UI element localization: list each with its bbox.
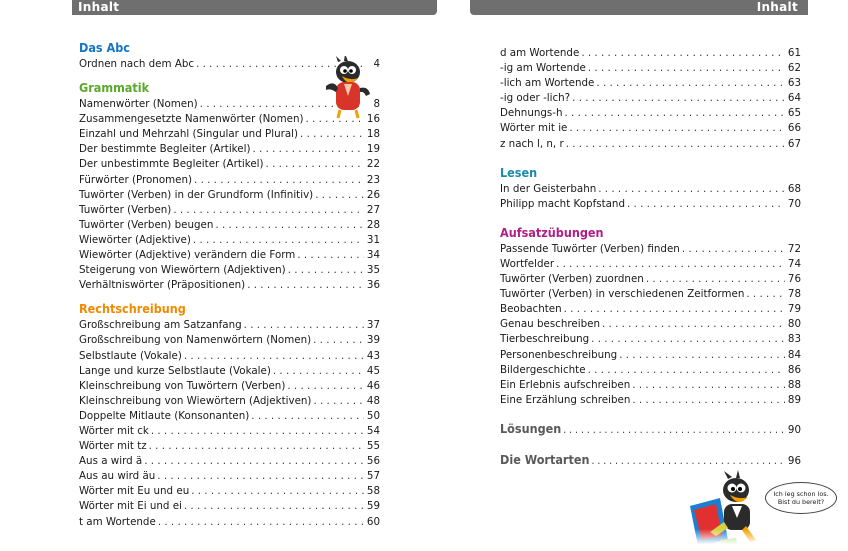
toc-page-number: 59 xyxy=(366,500,380,513)
toc-page-number: 56 xyxy=(366,455,380,468)
toc-entry-title: Verhältniswörter (Präpositionen) xyxy=(79,279,246,292)
toc-page-number: 37 xyxy=(366,319,380,332)
toc-dot-leader xyxy=(602,317,785,332)
toc-entry-title: Eine Erzählung schreiben xyxy=(500,393,631,406)
toc-page-number: 67 xyxy=(787,137,801,150)
toc-entry-title: Wiewörter (Adjektive) verändern die Form xyxy=(79,249,296,262)
header-title-right: Inhalt xyxy=(756,0,798,14)
toc-entry-title: Fürwörter (Pronomen) xyxy=(79,173,193,186)
toc-entry-title: Wörter mit tz xyxy=(79,440,147,453)
toc-entry-title: Der bestimmte Begleiter (Artikel) xyxy=(79,143,251,156)
toc-entry[interactable] xyxy=(500,363,801,378)
toc-dot-leader xyxy=(313,394,364,409)
toc-entry[interactable] xyxy=(79,203,380,218)
toc-dot-leader xyxy=(173,203,364,218)
toc-entry-title: Wörter mit Eu und eu xyxy=(79,485,190,498)
toc-entry[interactable] xyxy=(79,499,380,514)
section-heading: Lesen xyxy=(500,164,538,180)
toc-entry-title: Lange und kurze Selbstlaute (Vokale) xyxy=(79,364,271,377)
toc-entry[interactable] xyxy=(79,454,380,469)
toc-entry[interactable] xyxy=(79,333,380,348)
header-bar-right xyxy=(470,0,808,15)
toc-dot-leader xyxy=(588,61,785,76)
toc-page-number: 62 xyxy=(787,62,801,75)
toc-page-number: 27 xyxy=(366,203,380,216)
header-title-left: Inhalt xyxy=(78,0,120,14)
toc-dot-leader xyxy=(215,218,364,233)
toc-entry-title: Doppelte Mitlaute (Konsonanten) xyxy=(79,409,250,422)
toc-dot-leader xyxy=(581,46,785,61)
toc-dot-leader xyxy=(300,127,364,142)
toc-page-number: 39 xyxy=(366,334,380,347)
toc-entry-title: Tierbeschreibung xyxy=(500,333,590,346)
toc-dot-leader xyxy=(184,349,364,364)
toc-entry[interactable] xyxy=(500,302,801,317)
toc-entry-title: Selbstlaute (Vokale) xyxy=(79,349,182,362)
section-heading: Rechtschreibung xyxy=(79,301,186,317)
speech-bubble xyxy=(765,482,837,514)
toc-page-number: 74 xyxy=(787,257,801,270)
toc-dot-leader xyxy=(646,272,785,287)
toc-entry-title: Tuwörter (Verben) xyxy=(79,203,172,216)
toc-entry[interactable] xyxy=(500,452,801,469)
toc-dot-leader xyxy=(569,121,785,136)
toc-page-number: 65 xyxy=(787,107,801,120)
toc-entry-title: Dehnungs-h xyxy=(500,107,563,120)
toc-page-number: 31 xyxy=(366,233,380,246)
toc-page-number: 96 xyxy=(787,454,801,467)
toc-dot-leader xyxy=(273,364,364,379)
toc-dot-leader xyxy=(588,363,785,378)
toc-dot-leader xyxy=(627,197,785,212)
toc-page-number: 84 xyxy=(787,348,801,361)
toc-entry-title: Einzahl und Mehrzahl (Singular und Plural) xyxy=(79,128,299,141)
toc-entry[interactable] xyxy=(79,127,380,142)
toc-dot-leader xyxy=(598,182,785,197)
toc-dot-leader xyxy=(149,439,364,454)
speech-bubble-line2: Bist du bereit? xyxy=(777,498,825,506)
toc-page-number: 54 xyxy=(366,424,380,437)
speech-bubble-line1: Ich leg schon los. xyxy=(773,490,829,498)
toc-page-number: 43 xyxy=(366,349,380,362)
toc-dot-leader xyxy=(184,499,364,514)
toc-dot-leader xyxy=(191,484,364,499)
toc-page-number: 88 xyxy=(787,378,801,391)
toc-entry[interactable] xyxy=(79,394,380,409)
toc-entry[interactable] xyxy=(500,106,801,121)
toc-dot-leader xyxy=(287,379,364,394)
toc-entry[interactable] xyxy=(500,378,801,393)
toc-entry[interactable] xyxy=(79,484,380,499)
toc-entry[interactable] xyxy=(79,278,380,293)
toc-dot-leader xyxy=(158,515,364,530)
toc-entry-title: Aus a wird ä xyxy=(79,455,143,468)
toc-dot-leader xyxy=(194,173,364,188)
toc-entry[interactable] xyxy=(79,263,380,278)
toc-entry-title: Ordnen nach dem Abc xyxy=(79,58,195,70)
toc-entry-title: Lösungen xyxy=(500,420,562,436)
toc-entry[interactable] xyxy=(79,318,380,333)
toc-dot-leader xyxy=(632,378,785,393)
toc-page-number: 90 xyxy=(787,423,801,436)
toc-entry-title: Personenbeschreibung xyxy=(500,348,618,361)
toc-page-number: 34 xyxy=(366,249,380,262)
toc-entry-title: Genau beschreiben xyxy=(500,318,600,331)
page-header xyxy=(0,0,848,18)
toc-page-number: 61 xyxy=(787,47,801,59)
toc-entry-title: Tuwörter (Verben) in der Grundform (Infinitiv) xyxy=(79,188,314,201)
toc-dot-leader xyxy=(619,348,785,363)
toc-page-number: 45 xyxy=(366,364,380,377)
toc-entry[interactable] xyxy=(500,121,801,136)
toc-page-number: 57 xyxy=(366,470,380,483)
toc-entry[interactable] xyxy=(79,424,380,439)
toc-extras xyxy=(500,421,801,469)
section-heading: Grammatik xyxy=(79,80,150,96)
toc-entry-title: Kleinschreibung von Wiewörtern (Adjektiven) xyxy=(79,394,312,407)
toc-page-number: 55 xyxy=(366,440,380,453)
toc-dot-leader xyxy=(244,318,364,333)
section-heading: Aufsatzübungen xyxy=(500,224,604,240)
toc-entry-title: Die Wortarten xyxy=(500,451,590,467)
toc-page-number: 35 xyxy=(366,264,380,277)
toc-entry[interactable] xyxy=(79,248,380,263)
toc-dot-leader xyxy=(556,257,785,272)
toc-entry[interactable] xyxy=(79,188,380,203)
toc-page-number: 26 xyxy=(366,188,380,201)
toc-page-number: 18 xyxy=(366,128,380,141)
toc-entry-title: Wiewörter (Adjektive) xyxy=(79,233,191,246)
toc-entry[interactable] xyxy=(500,393,801,408)
toc-dot-leader xyxy=(252,142,364,157)
toc-dot-leader xyxy=(288,263,364,278)
toc-entry-title: Aus au wird äu xyxy=(79,470,156,483)
toc-page-number: 79 xyxy=(787,303,801,316)
toc-entry-title: Tuwörter (Verben) beugen xyxy=(79,218,214,231)
toc-entry[interactable] xyxy=(500,317,801,332)
toc-page-number: 48 xyxy=(366,394,380,407)
toc-dot-leader xyxy=(266,157,364,172)
toc-entry-title: Wörter mit ck xyxy=(79,424,149,437)
toc-entry-title: Zusammengesetzte Namenwörter (Nomen) xyxy=(79,113,304,126)
toc-dot-leader xyxy=(592,453,786,469)
toc-page-number: 89 xyxy=(787,393,801,406)
toc-entry-title: Steigerung von Wiewörtern (Adjektiven) xyxy=(79,264,286,277)
toc-page-number: 80 xyxy=(787,318,801,331)
toc-dot-leader xyxy=(144,454,364,469)
toc-entry-title: Bildergeschichte xyxy=(500,363,586,376)
toc-dot-leader xyxy=(563,422,786,438)
toc-page-number: 50 xyxy=(366,409,380,422)
toc-entry-title: Tuwörter (Verben) zuordnen xyxy=(500,273,644,286)
toc-dot-leader xyxy=(565,106,785,121)
toc-entry-title: Kleinschreibung von Tuwörtern (Verben) xyxy=(79,379,286,392)
toc-page-number: 36 xyxy=(366,279,380,292)
toc-entry[interactable] xyxy=(79,233,380,248)
toc-page-number: 23 xyxy=(366,173,380,186)
toc-dot-leader xyxy=(591,332,785,347)
toc-dot-leader xyxy=(632,393,785,408)
toc-entry-title: Tuwörter (Verben) in verschiedenen Zeitformen xyxy=(500,288,745,301)
crow-mascot-icon xyxy=(322,56,374,120)
toc-dot-leader xyxy=(746,287,785,302)
toc-dot-leader xyxy=(251,409,364,424)
toc-entry[interactable] xyxy=(500,242,801,257)
toc-dot-leader xyxy=(157,469,364,484)
toc-entry-title: t am Wortende xyxy=(79,515,156,528)
toc-page-number: 16 xyxy=(366,113,380,126)
toc-page-number: 83 xyxy=(787,333,801,346)
toc-entry[interactable] xyxy=(500,332,801,347)
toc-entry[interactable] xyxy=(500,76,801,91)
toc-right-sections xyxy=(500,165,801,408)
toc-page-number: 22 xyxy=(366,158,380,171)
toc-entry[interactable] xyxy=(500,91,801,106)
toc-dot-leader xyxy=(247,278,364,293)
toc-entry-title: Ein Erlebnis aufschreiben xyxy=(500,378,631,391)
toc-entry[interactable] xyxy=(79,142,380,157)
toc-entry[interactable] xyxy=(500,137,801,152)
toc-page-number: 72 xyxy=(787,242,801,255)
toc-dot-leader xyxy=(313,333,364,348)
toc-right-column xyxy=(500,46,801,469)
toc-entry-title: Wortfelder xyxy=(500,257,555,270)
toc-entry-title: z nach l, n, r xyxy=(500,137,564,150)
toc-dot-leader xyxy=(596,76,785,91)
toc-page-number: 4 xyxy=(373,58,380,70)
toc-page-number: 70 xyxy=(787,197,801,210)
toc-page-number: 46 xyxy=(366,379,380,392)
toc-entry[interactable] xyxy=(500,421,801,438)
toc-entry-title: -ig am Wortende xyxy=(500,62,586,75)
toc-entry[interactable] xyxy=(79,157,380,172)
toc-dot-leader xyxy=(315,188,364,203)
toc-entry[interactable] xyxy=(79,439,380,454)
toc-entry[interactable] xyxy=(500,197,801,212)
toc-entry-title: Passende Tuwörter (Verben) finden xyxy=(500,242,680,255)
section-heading: Das Abc xyxy=(79,40,130,55)
toc-entry-title: d am Wortende xyxy=(500,47,580,59)
toc-dot-leader xyxy=(566,137,785,152)
toc-page-number: 76 xyxy=(787,273,801,286)
toc-entry-title: Großschreibung am Satzanfang xyxy=(79,319,242,332)
toc-entry-title: Philipp macht Kopfstand xyxy=(500,197,625,210)
toc-entry-title: In der Geisterbahn xyxy=(500,182,597,195)
toc-dot-leader xyxy=(193,233,364,248)
toc-entry[interactable] xyxy=(500,348,801,363)
toc-entry[interactable] xyxy=(500,61,801,76)
toc-entry-title: Namenwörter (Nomen) xyxy=(79,98,198,111)
header-bar-left xyxy=(72,0,437,15)
toc-page-number: 78 xyxy=(787,288,801,301)
toc-entry[interactable] xyxy=(500,287,801,302)
toc-entry[interactable] xyxy=(500,46,801,61)
toc-entry[interactable] xyxy=(500,272,801,287)
toc-dot-leader xyxy=(564,302,785,317)
toc-entry[interactable] xyxy=(79,409,380,424)
bottom-fade xyxy=(0,529,848,551)
toc-page-number: 86 xyxy=(787,363,801,376)
toc-entry[interactable] xyxy=(79,349,380,364)
toc-dot-leader xyxy=(572,91,785,106)
toc-page-number: 58 xyxy=(366,485,380,498)
toc-entry-title: Der unbestimmte Begleiter (Artikel) xyxy=(79,158,264,171)
toc-dot-leader xyxy=(682,242,785,257)
toc-page-number: 63 xyxy=(787,77,801,90)
toc-entry-title: -ig oder -lich? xyxy=(500,92,571,105)
toc-entry-title: -lich am Wortende xyxy=(500,77,595,90)
toc-page-number: 8 xyxy=(373,98,380,111)
toc-entry[interactable] xyxy=(79,173,380,188)
toc-page-number: 64 xyxy=(787,92,801,105)
toc-entry[interactable] xyxy=(79,379,380,394)
toc-page-number: 28 xyxy=(366,218,380,231)
toc-page-number: 19 xyxy=(366,143,380,156)
toc-entry[interactable] xyxy=(500,182,801,197)
toc-dot-leader xyxy=(297,248,364,263)
toc-entry[interactable] xyxy=(79,218,380,233)
toc-entry[interactable] xyxy=(500,257,801,272)
toc-continued-list xyxy=(500,46,801,152)
toc-entry[interactable] xyxy=(79,515,380,530)
toc-page-number: 66 xyxy=(787,122,801,135)
toc-entry-title: Großschreibung von Namenwörtern (Nomen) xyxy=(79,334,312,347)
toc-entry[interactable] xyxy=(79,364,380,379)
toc-entry-title: Wörter mit ie xyxy=(500,122,568,135)
toc-dot-leader xyxy=(151,424,364,439)
toc-entry-title: Beobachten xyxy=(500,303,562,316)
toc-entry-title: Wörter mit Ei und ei xyxy=(79,500,182,513)
toc-page-number: 68 xyxy=(787,182,801,195)
toc-entry[interactable] xyxy=(79,469,380,484)
toc-page-number: 60 xyxy=(366,515,380,528)
